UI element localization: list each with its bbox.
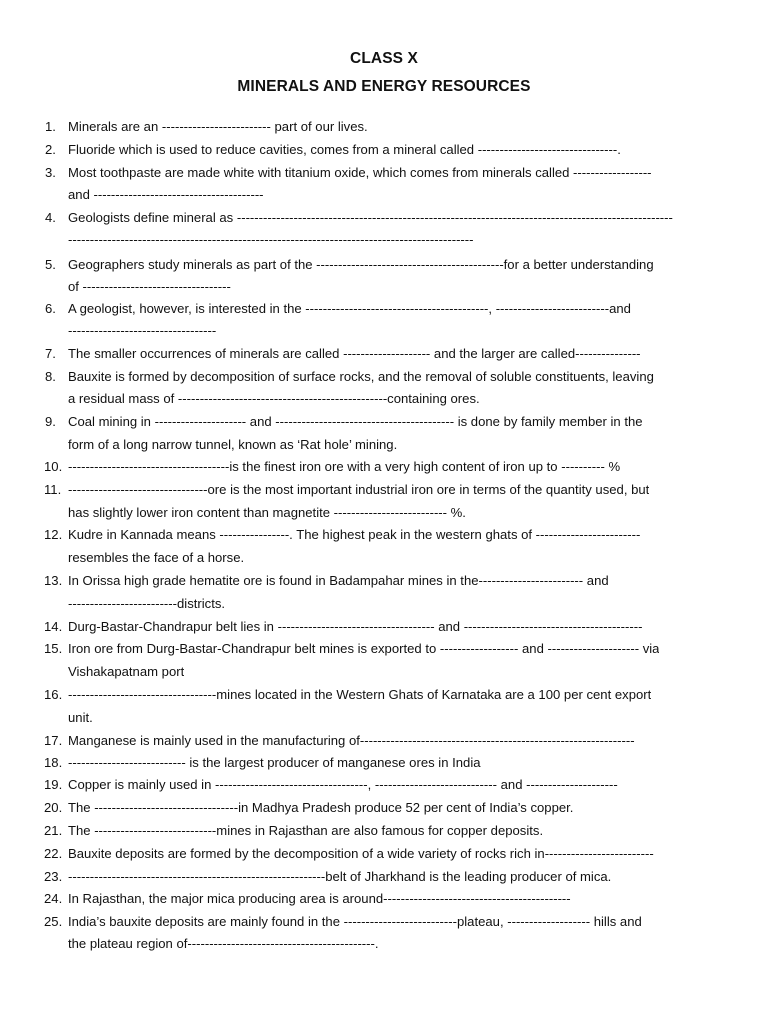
question-number: 8. xyxy=(45,369,56,384)
question-number: 18. xyxy=(44,755,63,770)
question-text-line: Vishakapatnam port xyxy=(68,664,185,679)
question-text-line: The smaller occurrences of minerals are called -------------------- and the larger are called--------------- xyxy=(68,346,641,361)
question-text-line: The ----------------------------mines in Rajasthan are also famous for copper deposits. xyxy=(68,823,544,838)
question-number: 20. xyxy=(44,800,63,815)
question-text-line: -------------------------districts. xyxy=(68,596,226,611)
question-text-line: -------------------------------------is the finest iron ore with a very high content of iron up to ---------- % xyxy=(68,459,621,474)
question-number: 12. xyxy=(44,527,63,542)
question-number: 25. xyxy=(44,914,63,929)
question-text-line: has slightly lower iron content than magnetite -------------------------- %. xyxy=(68,505,466,520)
question-number: 7. xyxy=(45,346,56,361)
question-text-line: resembles the face of a horse. xyxy=(68,550,245,565)
question-text-line: unit. xyxy=(68,710,93,725)
question-number: 22. xyxy=(44,846,63,861)
question-text-line: Iron ore from Durg-Bastar-Chandrapur belt mines is exported to ------------------ and --------------------- via xyxy=(68,641,660,656)
question-number: 11. xyxy=(44,482,62,497)
question-text-line: A geologist, however, is interested in the ------------------------------------------, --------------------------and xyxy=(68,301,631,316)
question-text-line: --------------------------------ore is the most important industrial iron ore in terms of the quantity used, but xyxy=(68,482,650,497)
subject-title: MINERALS AND ENERGY RESOURCES xyxy=(237,78,531,95)
question-number: 13. xyxy=(44,573,63,588)
question-number: 2. xyxy=(45,142,56,157)
question-number: 21. xyxy=(44,823,63,838)
question-text-line: Geologists define mineral as ---------------------------------------------------------------------------------------------------- xyxy=(68,210,673,225)
question-text-line: Kudre in Kannada means ----------------. The highest peak in the western ghats of ------------------------ xyxy=(68,527,641,542)
question-number: 19. xyxy=(44,777,63,792)
question-text-line: In Rajasthan, the major mica producing area is around------------------------------------------- xyxy=(68,891,571,906)
question-number: 3. xyxy=(45,165,56,180)
question-number: 14. xyxy=(44,619,63,634)
question-text-line: the plateau region of-------------------------------------------. xyxy=(68,936,379,951)
question-text-line: ---------------------------------- xyxy=(68,323,217,338)
question-number: 15. xyxy=(44,641,63,656)
question-number: 24. xyxy=(44,891,63,906)
question-text-line: -----------------------------------------------------------belt of Jharkhand is the leading producer of mica. xyxy=(68,869,612,884)
question-number: 4. xyxy=(45,210,56,225)
question-text-line: Minerals are an ------------------------- part of our lives. xyxy=(68,119,368,134)
question-text-line: Geographers study minerals as part of the -------------------------------------------for a better understanding xyxy=(68,257,654,272)
question-text-line: The ---------------------------------in Madhya Pradesh produce 52 per cent of India’s copper. xyxy=(68,800,574,815)
question-text-line: and --------------------------------------- xyxy=(68,187,264,202)
question-text-line: --------------------------- is the largest producer of manganese ores in India xyxy=(68,755,481,770)
question-number: 10. xyxy=(44,459,63,474)
question-text-line: Bauxite is formed by decomposition of surface rocks, and the removal of soluble constituents, leaving xyxy=(68,369,654,384)
question-text-line: ----------------------------------mines located in the Western Ghats of Karnataka are a 100 per cent export xyxy=(68,687,652,702)
question-text-line: Durg-Bastar-Chandrapur belt lies in ------------------------------------ and ----------------------------------------- xyxy=(68,619,643,634)
question-number: 17. xyxy=(44,733,63,748)
question-text-line: Coal mining in --------------------- and ----------------------------------------- is done by family member in the xyxy=(68,414,643,429)
question-text-line: form of a long narrow tunnel, known as ‘Rat hole’ mining. xyxy=(68,437,398,452)
question-number: 6. xyxy=(45,301,56,316)
question-text-line: Manganese is mainly used in the manufacturing of--------------------------------------------------------------- xyxy=(68,733,635,748)
question-number: 16. xyxy=(44,687,63,702)
question-text-line: --------------------------------------------------------------------------------------------- xyxy=(68,232,474,247)
question-number: 5. xyxy=(45,257,56,272)
question-number: 1. xyxy=(45,119,56,134)
question-text-line: Most toothpaste are made white with titanium oxide, which comes from minerals called ------------------ xyxy=(68,165,652,180)
question-text-line: Copper is mainly used in -----------------------------------, ---------------------------- and --------------------- xyxy=(68,777,618,792)
question-text-line: of ---------------------------------- xyxy=(68,279,231,294)
question-text-line: Fluoride which is used to reduce cavities, comes from a mineral called --------------------------------. xyxy=(68,142,621,157)
question-number: 9. xyxy=(45,414,56,429)
question-text-line: In Orissa high grade hematite ore is found in Badampahar mines in the------------------------ and xyxy=(68,573,609,588)
question-text-line: India’s bauxite deposits are mainly found in the --------------------------plateau, ------------------- hills and xyxy=(68,914,642,929)
question-text-line: Bauxite deposits are formed by the decomposition of a wide variety of rocks rich in------------------------- xyxy=(68,846,654,861)
question-number: 23. xyxy=(44,869,63,884)
question-text-line: a residual mass of ------------------------------------------------containing ores. xyxy=(68,391,480,406)
class-title: CLASS X xyxy=(350,50,418,67)
